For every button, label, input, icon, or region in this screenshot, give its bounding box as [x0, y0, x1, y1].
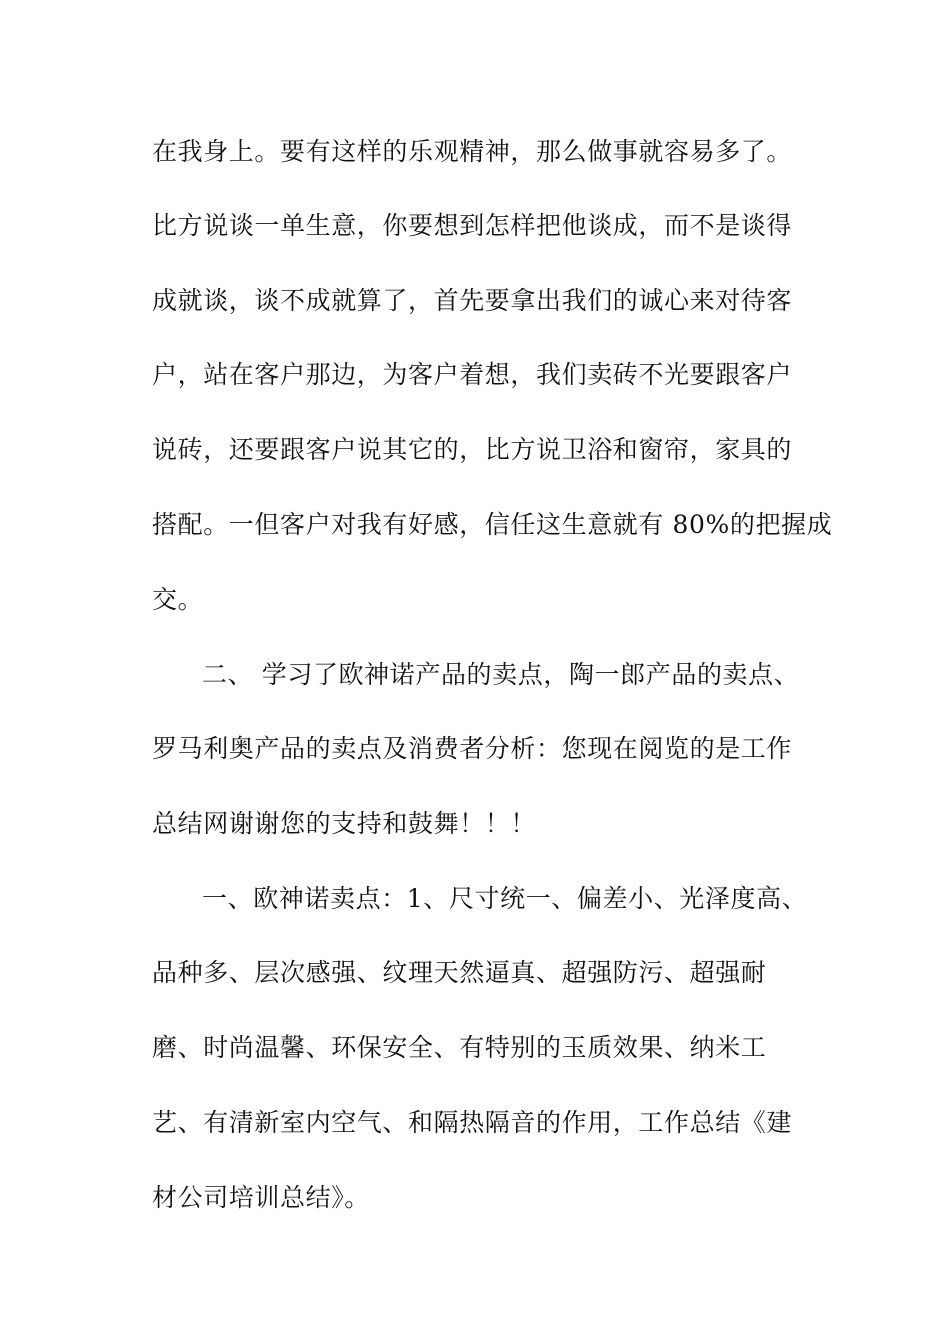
text-line: 成就谈，谈不成就算了，首先要拿出我们的诚心来对待客: [152, 286, 793, 315]
text-line: 品种多、层次感强、纹理天然逼真、超强防污、超强耐: [152, 958, 767, 987]
text-line: 搭配。一但客户对我有好感，信任这生意就有 80%的把握成: [152, 510, 833, 539]
paragraph-start-line: 二、 学习了欧神诺产品的卖点，陶一郎产品的卖点、: [202, 660, 800, 689]
text-line: 材公司培训总结》。: [152, 1183, 370, 1212]
text-line: 艺、有清新室内空气、和隔热隔音的作用，工作总结《建: [152, 1108, 793, 1137]
text-line: 交。: [152, 585, 204, 614]
text-line: 比方说谈一单生意，你要想到怎样把他谈成，而不是谈得: [152, 211, 793, 240]
text-line: 说砖，还要跟客户说其它的，比方说卫浴和窗帘，家具的: [152, 435, 793, 464]
text-line: 户，站在客户那边，为客户着想，我们卖砖不光要跟客户: [152, 360, 793, 389]
paragraph-start-line: 一、欧神诺卖点：1、尺寸统一、偏差小、光泽度高、: [202, 884, 808, 913]
text-line: 在我身上。要有这样的乐观精神，那么做事就容易多了。: [152, 137, 793, 166]
text-line: 罗马利奥产品的卖点及消费者分析：您现在阅览的是工作: [152, 734, 793, 763]
text-line: 总结网谢谢您的支持和鼓舞！！！: [152, 809, 537, 838]
text-line: 磨、时尚温馨、环保安全、有特别的玉质效果、纳米工: [152, 1033, 767, 1062]
